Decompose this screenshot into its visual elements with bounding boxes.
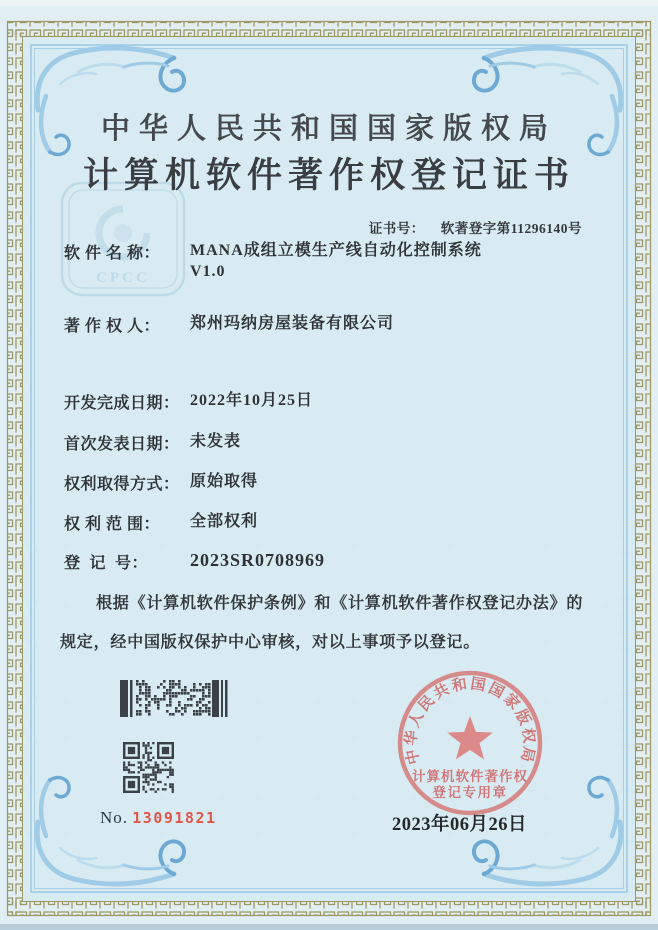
field-copyright-owner	[64, 313, 394, 336]
authority-title: 中华人民共和国国家版权局	[100, 113, 557, 145]
field-value: 原始取得	[190, 473, 259, 490]
certificate-title: 计算机软件著作权登记证书	[82, 156, 575, 195]
seal-star	[447, 716, 493, 759]
barcode	[120, 680, 228, 717]
field-first-publish-date	[64, 431, 241, 454]
seal-ring-text: 中华人民共和国国家版权局	[403, 676, 537, 766]
serial-label: No.	[100, 808, 129, 827]
field-label: 著 作 权 人：	[64, 318, 161, 335]
serial-number-line	[100, 808, 217, 828]
certificate-number-label: 证书号：	[368, 221, 425, 236]
field-value: 2023SR0708969	[190, 550, 326, 570]
field-registration-number	[64, 550, 325, 573]
field-rights-acquisition	[64, 471, 258, 494]
field-value: 郑州玛纳房屋装备有限公司	[190, 315, 395, 332]
field-label: 开发完成日期：	[64, 395, 180, 412]
statement-line-2: 规定，经中国版权保护中心审核，对以上事项予以登记。	[60, 634, 481, 651]
cpcc-watermark-text: CPCC	[96, 270, 150, 286]
field-dev-complete-date	[64, 390, 313, 413]
serial-number: 13091821	[132, 809, 217, 827]
field-software-name	[64, 240, 482, 282]
field-rights-scope	[64, 511, 258, 534]
field-label: 登 记 号：	[64, 555, 149, 572]
official-seal	[395, 668, 545, 818]
statement-line-1: 根据《计算机软件保护条例》和《计算机软件著作权登记办法》的	[96, 595, 584, 612]
field-label: 首次发表日期：	[64, 436, 180, 453]
field-label: 权利取得方式：	[64, 476, 180, 493]
issue-date: 2023年06月26日	[392, 815, 528, 835]
field-value: 未发表	[190, 433, 242, 450]
certificate-number-value: 软著登字第11296140号	[440, 221, 582, 236]
software-name-line2: V1.0	[190, 263, 226, 280]
field-value: 全部权利	[190, 513, 259, 530]
field-label: 权 利 范 围：	[64, 516, 161, 533]
field-label: 软 件 名 称：	[64, 245, 161, 262]
field-value: 2022年10月25日	[190, 392, 314, 409]
qr-code	[123, 742, 174, 793]
field-value	[190, 240, 482, 282]
seal-line-2: 登记专用章	[432, 785, 508, 800]
seal-line-1: 计算机软件著作权	[412, 769, 528, 784]
software-name-line1: MANA成组立模生产线自动化控制系统	[190, 242, 482, 259]
